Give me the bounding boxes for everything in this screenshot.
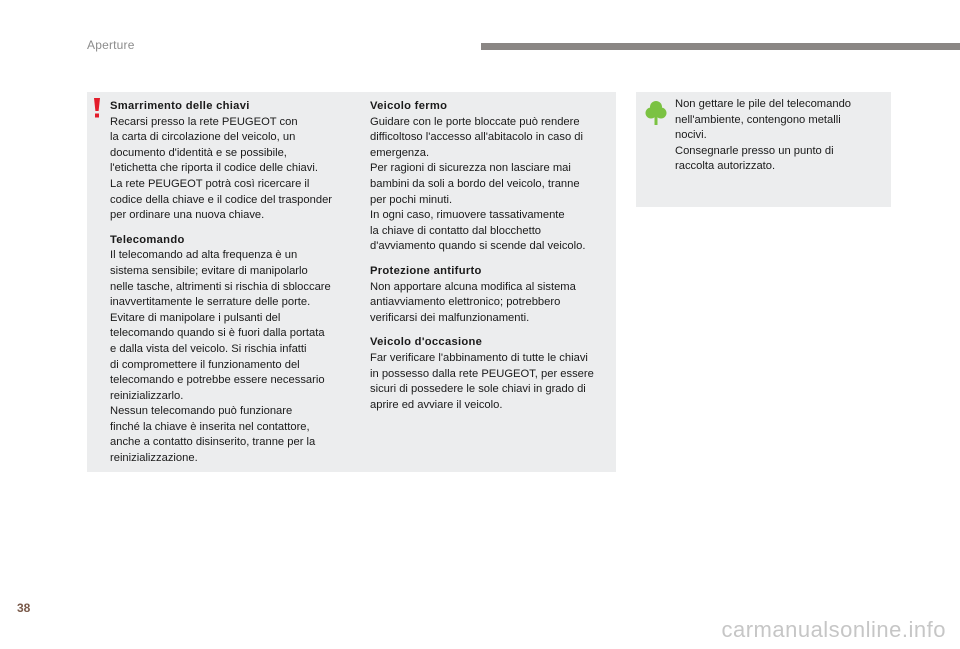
section-used-vehicle <box>370 335 610 413</box>
section-text: Non apportare alcuna modifica al sistema antiavviamento elettronico; potrebbero verificarsi dei malfunzionamenti. <box>370 280 576 324</box>
section-text: Guidare con le porte bloccate può rendere difficoltoso l'accesso all'abitacolo in caso di emergenza. Per ragioni di sicurezza non lasciare mai bambini da soli a bordo del veicolo, tranne per pochi minuti. In ogni caso, rimuovere tassativamente la chiave di contatto dal blocchetto d'avviamento quando si scende dal veicolo. <box>370 115 586 253</box>
tree-icon <box>645 100 667 126</box>
section-heading: Veicolo fermo <box>370 100 448 112</box>
section-text: Recarsi presso la rete PEUGEOT con la carta di circolazione del veicolo, un documento d'identità e se possibile, l'etichetta che riporta il codice delle chiavi. La rete PEUGEOT potrà così ricercare il codice della chiave e il codice del trasponder per ordinare una nuova chiave. <box>110 115 333 222</box>
section-anti-theft <box>370 264 610 326</box>
section-parked-vehicle <box>370 99 610 255</box>
middle-column <box>370 99 610 422</box>
section-text: Far verificare l'abbinamento di tutte le chiavi in possesso dalla rete PEUGEOT, per essere sicuri di possedere le sole chiavi in grado di aprire ed avviare il veicolo. <box>370 351 594 411</box>
section-heading: Smarrimento delle chiavi <box>110 100 250 112</box>
section-heading: Telecomando <box>110 233 185 246</box>
section-heading: Veicolo d'occasione <box>370 336 483 349</box>
page-number: 38 <box>17 601 31 615</box>
exclamation-icon <box>91 98 103 118</box>
section-remote-control <box>110 233 352 467</box>
environment-text: Non gettare le pile del telecomando nell'ambiente, contengono metalli nocivi. Consegnarle presso un punto di raccolta autorizzato. <box>675 98 852 173</box>
section-lost-keys <box>110 99 352 224</box>
environment-note <box>675 97 880 175</box>
header-divider-bar <box>481 43 960 50</box>
section-heading: Protezione antifurto <box>370 264 482 277</box>
watermark: carmanualsonline.info <box>721 617 946 642</box>
section-title: Aperture <box>87 38 135 52</box>
section-text: Il telecomando ad alta frequenza è un sistema sensibile; evitare di manipolarlo nelle tasche, altrimenti si rischia di sbloccare inavvertitamente le serrature delle porte. Evitare di manipolare i pulsanti del telecomando quando si è fuori dalla portata e dalla vista del veicolo. Si rischia infatti di compromettere il funzionamento del telecomando e potrebbe essere necessario reinizializzarlo. Nessun telecomando può funzionare finché la chiave è inserita nel contattore, anche a contatto disinserito, tranne per la reinizializzazione. <box>110 249 331 465</box>
left-column <box>110 99 352 476</box>
